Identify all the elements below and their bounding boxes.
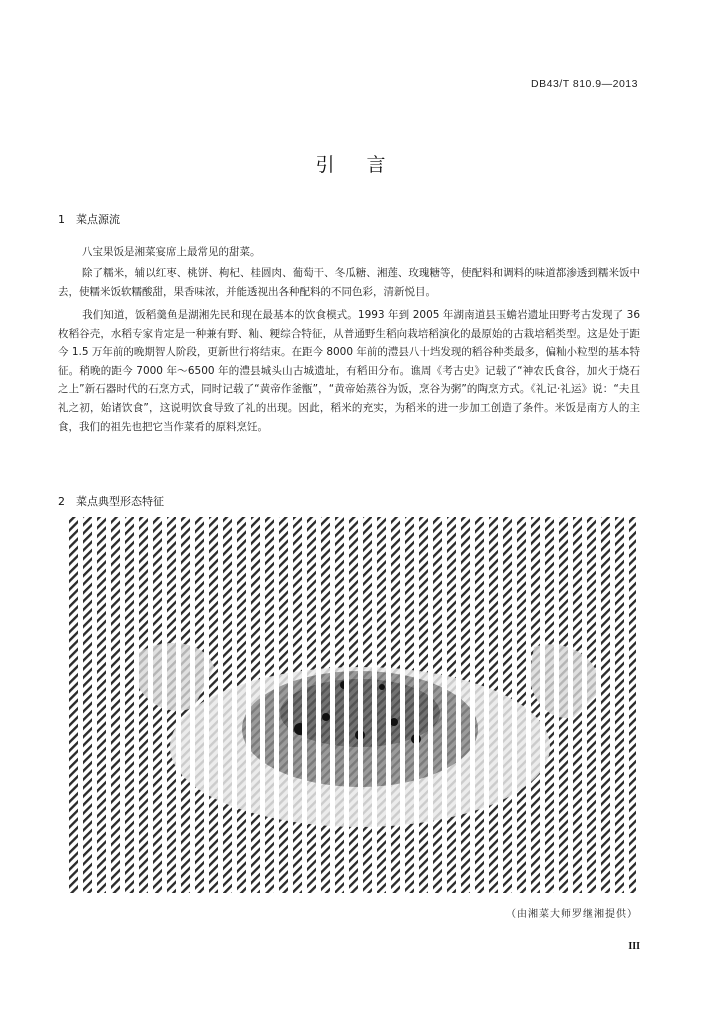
section-title: 菜点源流 — [76, 213, 120, 226]
section-heading-2 — [58, 493, 164, 509]
paragraph-text: 我们知道，饭稻羹鱼是湖湘先民和现在最基本的饮食模式。1993 年到 2005 年湖南道县玉蟾岩遗址田野考古发现了 36 枚稻谷壳，水稻专家肯定是一种兼有野、籼、粳综合特征，从普通野生稻向栽培稻演化的最原始的古栽培稻类型。这是处于距今 1.5 万年前的晚期智人阶段，更新世行将结束。在距今 8000 年前的澧县八十垱发现的稻谷种类最多，偏籼小粒型的基本特征。稍晚的距今 7000 年～6500 年的澧县城头山古城遗址，有稻田分布。谯周《考古史》记载了“神农氏食谷，加火于烧石之上”新石器时代的石烹方式，同时记载了“黄帝作釜甑”，“黄帝始蒸谷为饭，烹谷为粥”的陶烹方式。《礼记·礼运》说：“夫且礼之初，始诸饮食”，这说明饮食导致了礼的出现。因此，稻米的充实，为稻米的进一步加工创造了条件。米饭是南方人的主食，我们的祖先也把它当作菜肴的原料烹饪。 — [58, 309, 640, 433]
paragraph-text: 八宝果饭是湘菜宴席上最常见的甜菜。 — [82, 246, 261, 258]
dish-photo-image — [64, 517, 636, 893]
paragraph-2 — [58, 264, 640, 301]
paragraph-text: 除了糯米，辅以红枣、桃饼、枸杞、桂圆肉、葡萄干、冬瓜糖、湘莲、玫瑰糖等，使配料和调料的味道都渗透到糯米饭中去，使糯米饭软糯酸甜，果香味浓，并能透视出各种配料的不同色彩，清新悦目。 — [58, 267, 640, 298]
paragraph-3 — [58, 306, 640, 436]
page-number: III — [628, 941, 640, 952]
section-number: 1 — [58, 213, 65, 226]
page-title: 引言 — [315, 154, 418, 176]
paragraph-1 — [58, 243, 640, 262]
dish-photo — [64, 517, 636, 893]
document-code: DB43/T 810.9—2013 — [531, 78, 638, 90]
section-heading-1 — [58, 211, 120, 227]
figure-caption: （由湘菜大师罗继湘提供） — [506, 909, 638, 920]
section-title: 菜点典型形态特征 — [76, 495, 164, 508]
section-number: 2 — [58, 495, 65, 508]
